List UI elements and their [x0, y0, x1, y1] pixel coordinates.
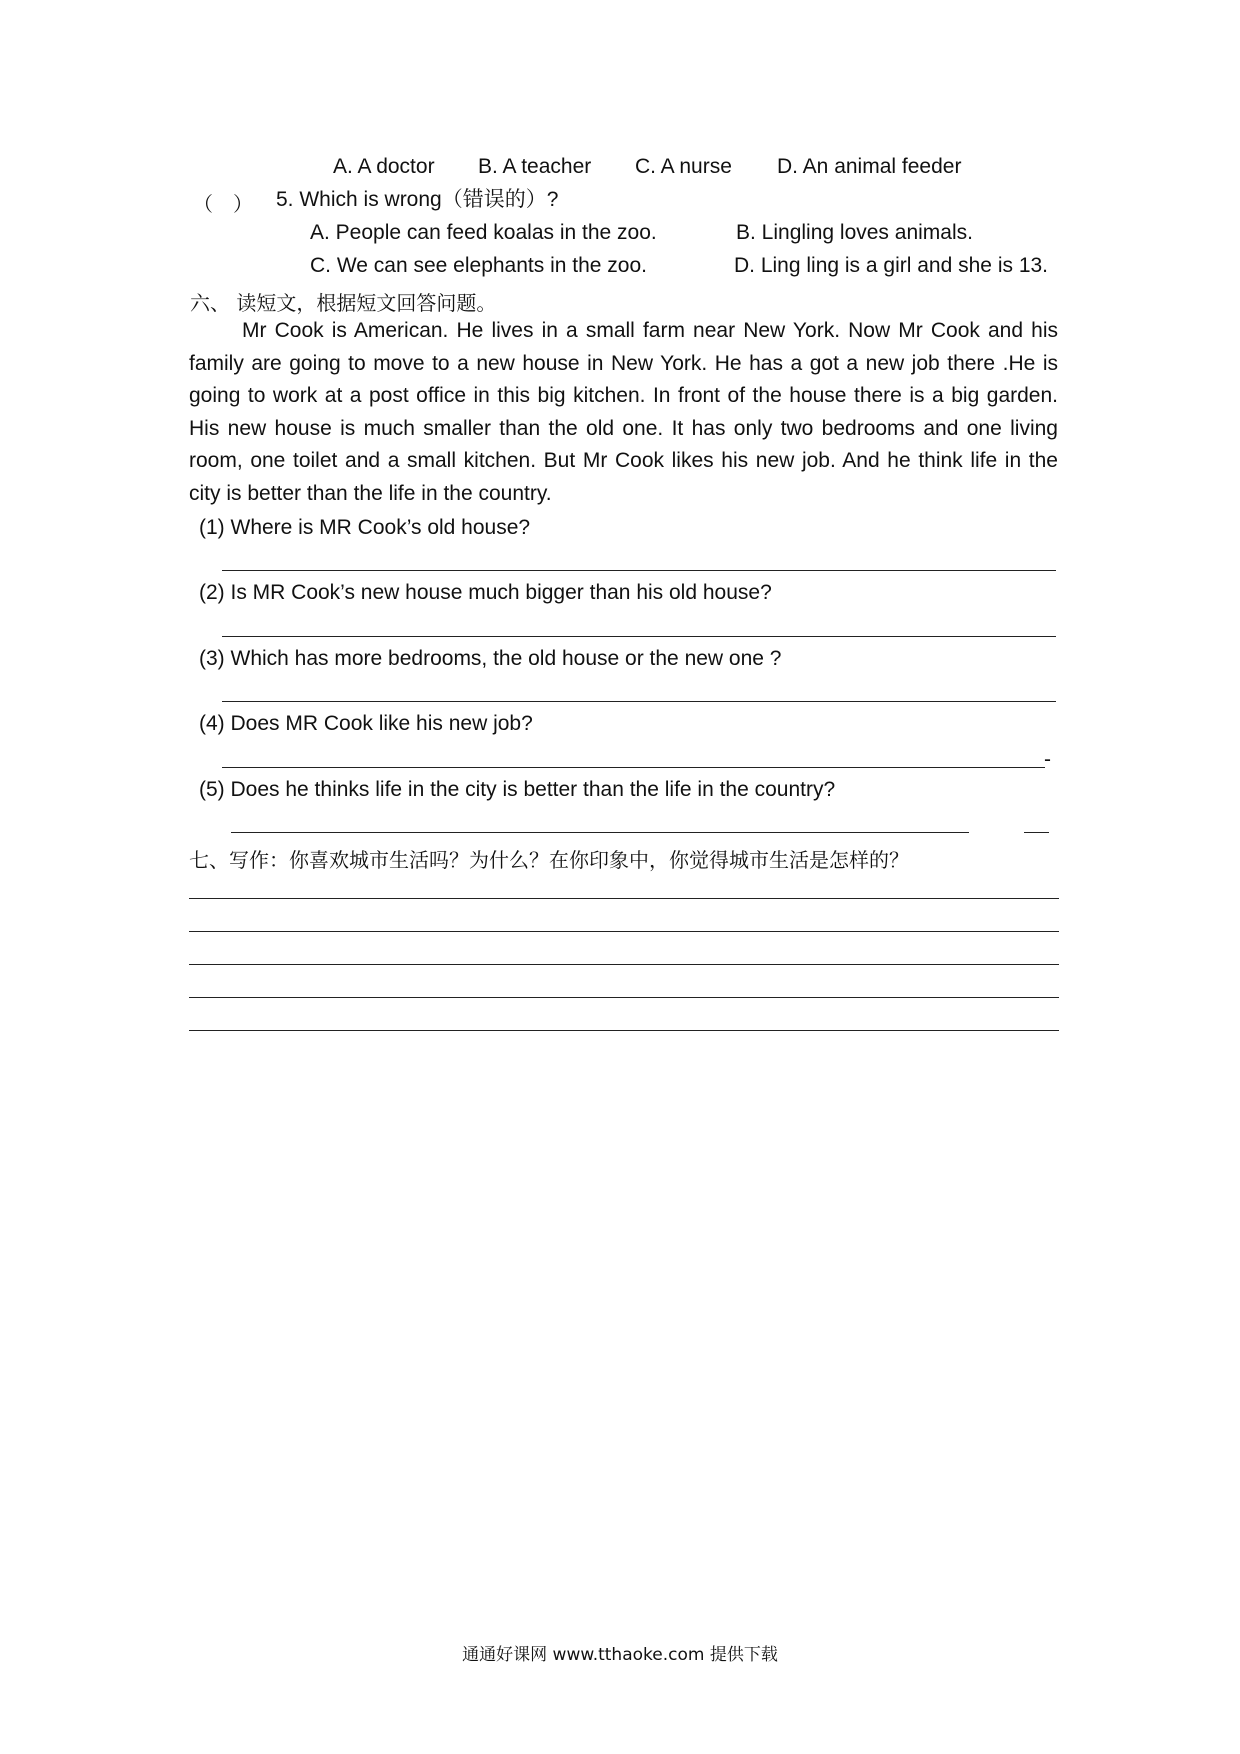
section-7-heading: 七、写作：你喜欢城市生活吗？为什么？在你印象中，你觉得城市生活是怎样的？: [189, 848, 909, 872]
question-4: (4) Does MR Cook like his new job?: [199, 712, 533, 735]
answer-line-5-end[interactable]: [1024, 832, 1049, 833]
footer-text: 通通好课网 www.tthaoke.com 提供下载: [462, 1645, 778, 1665]
reading-passage: Mr Cook is American. He lives in a small farm near New York. Now Mr Cook and his family are going to move to a new house in New York. He has a got a new job there .He is going to work at a post office in this big kitchen. In front of the house there is a big garden. His new house is much smaller than the old one. It has only two bedrooms and one living room, one toilet and a small kitchen. But Mr Cook likes his new job. And he think life in the city is better than the life in the country.: [189, 319, 1058, 505]
answer-line-1[interactable]: [222, 570, 1056, 571]
q5-option-a: A. People can feed koalas in the zoo.: [310, 221, 657, 244]
question-3: (3) Which has more bedrooms, the old house or the new one ?: [199, 647, 782, 670]
q4-option-d: D. An animal feeder: [777, 155, 962, 178]
q5-question: 5. Which is wrong（错误的）?: [276, 188, 559, 211]
question-1: (1) Where is MR Cook’s old house?: [199, 516, 531, 539]
section-6-heading: 六、 读短文，根据短文回答问题。: [190, 291, 497, 315]
q5-option-d: D. Ling ling is a girl and she is 13.: [734, 254, 1049, 277]
q5-option-b: B. Lingling loves animals.: [736, 221, 973, 244]
answer-line-4[interactable]: [222, 767, 1045, 768]
question-5: (5) Does he thinks life in the city is better than the life in the country?: [199, 778, 836, 801]
writing-line-3[interactable]: [189, 964, 1059, 965]
writing-line-4[interactable]: [189, 997, 1059, 998]
writing-line-5[interactable]: [189, 1030, 1059, 1031]
q4-option-b: B. A teacher: [478, 155, 592, 178]
writing-line-1[interactable]: [189, 898, 1059, 899]
q5-option-c: C. We can see elephants in the zoo.: [310, 254, 647, 277]
stray-dash: -: [1044, 748, 1051, 771]
q5-answer-bracket[interactable]: （ ）: [193, 192, 253, 216]
answer-line-2[interactable]: [222, 636, 1056, 637]
q4-option-a: A. A doctor: [333, 155, 435, 178]
answer-line-5[interactable]: [231, 832, 969, 833]
q4-option-c: C. A nurse: [635, 155, 732, 178]
answer-line-3[interactable]: [222, 701, 1056, 702]
question-2: (2) Is MR Cook’s new house much bigger than his old house?: [199, 581, 772, 604]
writing-line-2[interactable]: [189, 931, 1059, 932]
